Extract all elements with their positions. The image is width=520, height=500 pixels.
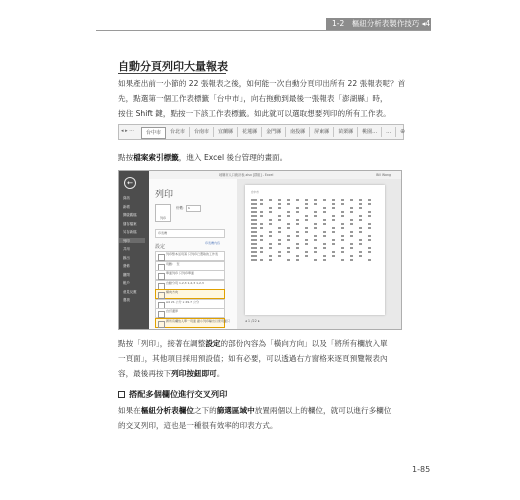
preview-cell-mark bbox=[287, 251, 290, 253]
preview-cell-mark bbox=[269, 199, 272, 201]
preview-cell-mark bbox=[332, 203, 335, 205]
sheet-tab[interactable]: 宜蘭縣 bbox=[214, 127, 238, 137]
preview-cell-mark bbox=[341, 227, 344, 229]
preview-cell-mark bbox=[332, 219, 335, 221]
preview-cell-mark bbox=[323, 231, 326, 233]
preview-cell-mark bbox=[368, 259, 371, 261]
preview-cell-mark bbox=[251, 215, 257, 217]
preview-cell-mark bbox=[314, 215, 317, 217]
preview-cell-mark bbox=[350, 235, 353, 237]
preview-cell-mark bbox=[278, 243, 281, 245]
preview-cell-mark bbox=[341, 211, 344, 213]
preview-cell-mark bbox=[350, 219, 353, 221]
backstage-menu-item[interactable]: 帳戶 bbox=[123, 281, 130, 285]
print-setting-dropdown[interactable] bbox=[155, 318, 230, 328]
preview-cell-mark bbox=[269, 207, 272, 209]
preview-cell-mark bbox=[269, 231, 272, 233]
preview-cell-mark bbox=[341, 215, 344, 217]
setting-label: 自動分頁 1,2,3 1,2,3 1,2,3 bbox=[166, 280, 204, 285]
backstage-menu-item[interactable]: 開啟舊檔 bbox=[123, 213, 137, 217]
preview-cell-mark bbox=[323, 207, 326, 209]
chapter-header: 1-2 樞紐分析表製作技巧 ◂4 bbox=[326, 18, 431, 30]
preview-cell-mark bbox=[314, 239, 317, 241]
sheet-tab[interactable]: 屏東縣 bbox=[310, 127, 334, 137]
preview-cell-mark bbox=[305, 243, 308, 245]
preview-cell-mark bbox=[278, 199, 281, 201]
preview-cell-mark bbox=[251, 247, 257, 249]
backstage-menu-item[interactable]: 共用 bbox=[123, 247, 130, 251]
preview-cell-mark bbox=[296, 199, 299, 201]
preview-cell-mark bbox=[368, 227, 371, 229]
preview-cell-mark bbox=[323, 259, 326, 261]
preview-cell-mark bbox=[251, 259, 257, 261]
preview-cell-mark bbox=[260, 247, 263, 249]
preview-sheet-name: 台中市 bbox=[251, 191, 259, 194]
preview-cell-mark bbox=[359, 227, 362, 229]
preview-cell-mark bbox=[350, 255, 353, 257]
preview-cell-mark bbox=[287, 215, 290, 217]
sheet-tab[interactable]: 桃園… bbox=[358, 127, 382, 137]
preview-cell-mark bbox=[278, 255, 281, 257]
preview-cell-mark bbox=[305, 227, 308, 229]
preview-cell-mark bbox=[269, 259, 272, 261]
preview-cell-mark bbox=[305, 239, 308, 241]
preview-cell-mark bbox=[260, 215, 263, 217]
paragraph-line: 一頁面」，其他項目採用預設值；如有必要，可以透過右方窗格來逐頁預覽報表內 bbox=[118, 354, 388, 363]
printer-select[interactable]: 印表機 bbox=[155, 229, 225, 238]
preview-cell-mark bbox=[314, 247, 317, 249]
preview-cell-mark bbox=[341, 199, 344, 201]
preview-cell-mark bbox=[350, 211, 353, 213]
preview-cell-mark bbox=[296, 259, 299, 261]
preview-cell-mark bbox=[278, 251, 281, 253]
setting-label: 單面列印 只列印單面 bbox=[166, 271, 194, 275]
setting-label: 列印整本活頁簿 只列印已選取的工作表 bbox=[166, 252, 218, 256]
preview-cell-mark bbox=[260, 239, 263, 241]
preview-cell-mark bbox=[296, 211, 299, 213]
subsection-title: 搭配多個欄位進行交叉列印 bbox=[118, 389, 227, 400]
preview-cell-mark bbox=[305, 207, 308, 209]
preview-cell-mark bbox=[269, 255, 272, 257]
preview-cell-mark bbox=[368, 203, 371, 205]
preview-cell-mark bbox=[287, 247, 290, 249]
backstage-menu-item[interactable]: 匯出 bbox=[123, 255, 130, 260]
backstage-menu-item[interactable]: 列印 bbox=[119, 238, 145, 243]
preview-cell-mark bbox=[251, 211, 257, 213]
settings-label: 設定 bbox=[155, 244, 166, 250]
preview-cell-mark bbox=[260, 223, 263, 225]
sheet-tab-strip bbox=[118, 124, 404, 140]
preview-cell-mark bbox=[341, 247, 344, 249]
paragraph-line: 點按檔案索引標籤，進入 Excel 後台管理的畫面。 bbox=[118, 153, 288, 162]
preview-cell-mark bbox=[332, 199, 335, 201]
paragraph-line: 按住 Shift 鍵，點按一下該工作表標籤。如此就可以選取想要列印的所有工作表。 bbox=[118, 109, 391, 118]
section-title-underline bbox=[118, 73, 226, 74]
preview-cell-mark bbox=[323, 199, 326, 201]
paragraph-line: 點按「列印」，接著在調整設定的部份內容為「橫向方向」以及「將所有欄放入單 bbox=[118, 339, 388, 348]
preview-cell-mark bbox=[278, 231, 281, 233]
setting-label: 頁數： 至 bbox=[166, 261, 180, 266]
setting-label: A4 21 公分 x 29.7 公分 bbox=[166, 299, 200, 304]
preview-cell-mark bbox=[332, 227, 335, 229]
preview-cell-mark bbox=[359, 215, 362, 217]
preview-cell-mark bbox=[296, 207, 299, 209]
preview-cell-mark bbox=[341, 259, 344, 261]
preview-page bbox=[245, 185, 385, 315]
preview-cell-mark bbox=[305, 199, 308, 201]
preview-cell-mark bbox=[251, 219, 257, 221]
preview-cell-mark bbox=[368, 247, 371, 249]
preview-cell-mark bbox=[278, 227, 281, 229]
preview-cell-mark bbox=[332, 251, 335, 253]
preview-cell-mark bbox=[368, 223, 371, 225]
preview-cell-mark bbox=[332, 255, 335, 257]
backstage-menu-item[interactable]: 資訊 bbox=[123, 196, 130, 200]
preview-cell-mark bbox=[350, 259, 353, 261]
preview-cell-mark bbox=[368, 215, 371, 217]
print-setting-dropdown[interactable] bbox=[155, 270, 225, 280]
preview-cell-mark bbox=[323, 255, 326, 257]
copies-label: 份數： bbox=[176, 206, 187, 210]
preview-cell-mark bbox=[269, 247, 272, 249]
preview-cell-mark bbox=[251, 243, 257, 245]
setting-icon bbox=[158, 321, 165, 328]
window-title-bar bbox=[149, 171, 401, 179]
preview-cell-mark bbox=[359, 251, 362, 253]
backstage-menu-item[interactable]: 新增 bbox=[123, 204, 130, 209]
preview-cell-mark bbox=[269, 243, 272, 245]
paragraph-line: 如果在樞紐分析表欄位之下的篩選區域中放置兩個以上的欄位，就可以進行多欄位 bbox=[118, 406, 392, 415]
preview-cell-mark bbox=[287, 203, 290, 205]
preview-cell-mark bbox=[287, 227, 290, 229]
preview-cell-mark bbox=[350, 243, 353, 245]
preview-cell-mark bbox=[260, 199, 263, 201]
preview-cell-mark bbox=[269, 235, 272, 237]
preview-cell-mark bbox=[278, 219, 281, 221]
preview-cell-mark bbox=[287, 235, 290, 237]
preview-cell-mark bbox=[269, 219, 272, 221]
preview-cell-mark bbox=[341, 203, 344, 205]
preview-cell-mark bbox=[260, 211, 263, 213]
preview-cell-mark bbox=[359, 239, 362, 241]
print-title: 列印 bbox=[155, 190, 174, 200]
preview-cell-mark bbox=[287, 239, 290, 241]
preview-cell-mark bbox=[296, 243, 299, 245]
preview-cell-mark bbox=[251, 203, 257, 205]
preview-cell-mark bbox=[278, 203, 281, 205]
preview-cell-mark bbox=[251, 223, 257, 225]
preview-cell-mark bbox=[278, 215, 281, 217]
setting-label: 自訂邊界 bbox=[166, 309, 179, 313]
preview-cell-mark bbox=[251, 231, 257, 233]
preview-cell-mark bbox=[260, 251, 263, 253]
preview-cell-mark bbox=[269, 211, 272, 213]
window-title: 地縣市人口統計表.xlsx [群組] - Excel bbox=[219, 173, 274, 177]
preview-cell-mark bbox=[296, 247, 299, 249]
preview-cell-mark bbox=[314, 235, 317, 237]
preview-cell-mark bbox=[251, 239, 257, 241]
setting-label: 橫向方向 bbox=[166, 290, 179, 294]
preview-cell-mark bbox=[314, 211, 317, 213]
sheet-tab[interactable]: 台北市 bbox=[166, 127, 190, 137]
preview-cell-mark bbox=[251, 227, 257, 229]
preview-cell-mark bbox=[287, 223, 290, 225]
preview-cell-mark bbox=[359, 219, 362, 221]
preview-cell-mark bbox=[332, 243, 335, 245]
sheet-tab[interactable]: 南投縣 bbox=[286, 127, 310, 137]
sheet-tab[interactable]: 台中市 bbox=[141, 127, 166, 139]
preview-cell-mark bbox=[251, 255, 257, 257]
preview-cell-mark bbox=[296, 235, 299, 237]
preview-cell-mark bbox=[323, 247, 326, 249]
preview-cell-mark bbox=[314, 203, 317, 205]
preview-cell-mark bbox=[251, 235, 257, 237]
preview-cell-mark bbox=[341, 235, 344, 237]
print-setting-dropdown[interactable] bbox=[155, 280, 225, 290]
preview-cell-mark bbox=[287, 211, 290, 213]
preview-cell-mark bbox=[350, 231, 353, 233]
header-rule bbox=[96, 30, 431, 31]
preview-cell-mark bbox=[305, 203, 308, 205]
preview-cell-mark bbox=[251, 207, 257, 209]
backstage-menu-item[interactable]: 關閉 bbox=[123, 272, 130, 277]
preview-cell-mark bbox=[332, 207, 335, 209]
preview-cell-mark bbox=[368, 199, 371, 201]
preview-cell-mark bbox=[260, 203, 263, 205]
preview-cell-mark bbox=[296, 255, 299, 257]
preview-cell-mark bbox=[359, 255, 362, 257]
preview-cell-mark bbox=[260, 227, 263, 229]
preview-cell-mark bbox=[305, 251, 308, 253]
sheet-tab[interactable]: 金門縣 bbox=[262, 127, 286, 137]
backstage-menu-item[interactable]: 發佈 bbox=[123, 264, 130, 268]
backstage-menu-item[interactable]: 儲存檔案 bbox=[123, 221, 137, 226]
preview-cell-mark bbox=[287, 199, 290, 201]
add-sheet-icon[interactable]: ⊕ bbox=[400, 128, 406, 135]
preview-cell-mark bbox=[278, 239, 281, 241]
checkbox-bullet-icon bbox=[118, 391, 125, 398]
sheet-tab[interactable]: … bbox=[382, 127, 396, 137]
preview-cell-mark bbox=[359, 199, 362, 201]
sheet-tabs bbox=[141, 127, 409, 139]
sheet-tab[interactable]: 苗栗縣 bbox=[334, 127, 358, 137]
preview-cell-mark bbox=[296, 219, 299, 221]
preview-cell-mark bbox=[359, 203, 362, 205]
preview-cell-mark bbox=[269, 223, 272, 225]
print-setting-dropdown[interactable] bbox=[155, 261, 225, 271]
preview-cell-mark bbox=[341, 223, 344, 225]
preview-cell-mark bbox=[368, 251, 371, 253]
preview-cell-mark bbox=[350, 207, 353, 209]
paragraph-line: 如果產出前一小節的 22 張報表之後，如何能一次自動分頁印出所有 22 張報表呢？首 bbox=[118, 79, 406, 88]
print-setting-dropdown[interactable] bbox=[155, 299, 225, 309]
print-setting-dropdown[interactable] bbox=[155, 308, 225, 318]
preview-cell-mark bbox=[359, 207, 362, 209]
preview-cell-mark bbox=[296, 231, 299, 233]
back-arrow-icon[interactable]: ← bbox=[124, 177, 136, 189]
paragraph-line: 的交叉列印，這也是一種很有效率的印表方式。 bbox=[118, 421, 278, 430]
preview-cell-mark bbox=[305, 215, 308, 217]
preview-cell-mark bbox=[314, 227, 317, 229]
section-title: 自動分頁列印大量報表 bbox=[118, 60, 228, 73]
preview-cell-mark bbox=[251, 199, 257, 201]
setting-label: 將所有欄放入單一頁面 縮小列印輸出以使頁面只 bbox=[166, 318, 230, 323]
preview-cell-mark bbox=[251, 251, 257, 253]
preview-cell-mark bbox=[260, 259, 263, 261]
preview-cell-mark bbox=[368, 239, 371, 241]
print-settings-panel bbox=[149, 179, 237, 329]
preview-cell-mark bbox=[359, 231, 362, 233]
preview-cell-mark bbox=[323, 235, 326, 237]
print-setting-dropdown[interactable] bbox=[155, 289, 225, 299]
preview-cell-mark bbox=[314, 199, 317, 201]
sheet-tab[interactable]: 台南市 bbox=[190, 127, 214, 137]
preview-cell-mark bbox=[350, 199, 353, 201]
preview-cell-mark bbox=[296, 223, 299, 225]
preview-cell-mark bbox=[323, 223, 326, 225]
sheet-nav-arrows[interactable]: ◂ ▸ ··· bbox=[121, 128, 134, 134]
preview-cell-mark bbox=[323, 243, 326, 245]
preview-cell-mark bbox=[332, 215, 335, 217]
preview-cell-mark bbox=[305, 219, 308, 221]
preview-cell-mark bbox=[314, 259, 317, 261]
preview-cell-mark bbox=[305, 255, 308, 257]
print-button[interactable]: 列印 bbox=[155, 204, 171, 222]
print-preview-pane bbox=[237, 179, 401, 329]
preview-cell-mark bbox=[332, 231, 335, 233]
preview-cell-mark bbox=[323, 219, 326, 221]
preview-cell-mark bbox=[323, 211, 326, 213]
preview-cell-mark bbox=[350, 223, 353, 225]
printer-properties-link[interactable]: 印表機內容 bbox=[205, 241, 221, 245]
preview-cell-mark bbox=[260, 235, 263, 237]
backstage-sidebar bbox=[119, 171, 149, 329]
sheet-tab[interactable]: 花蓮縣 bbox=[238, 127, 262, 137]
preview-cell-mark bbox=[314, 251, 317, 253]
print-setting-dropdown[interactable] bbox=[155, 251, 225, 261]
backstage-menu-item[interactable]: 意見反應 bbox=[123, 289, 137, 294]
paragraph-line: 容，最後再按下列印按鈕即可。 bbox=[118, 369, 225, 378]
excel-print-screenshot bbox=[118, 170, 402, 330]
page-number: 1-85 bbox=[412, 465, 431, 474]
preview-cell-mark bbox=[278, 207, 281, 209]
preview-cell-mark bbox=[350, 247, 353, 249]
preview-cell-mark bbox=[341, 251, 344, 253]
preview-cell-mark bbox=[341, 239, 344, 241]
page-navigator[interactable]: ◂ 1 /22 ▸ bbox=[245, 319, 260, 323]
preview-cell-mark bbox=[368, 235, 371, 237]
user-name: Bill Wang bbox=[376, 173, 391, 177]
preview-cell-mark bbox=[332, 239, 335, 241]
copies-input[interactable]: 1 bbox=[186, 205, 201, 212]
preview-cell-mark bbox=[359, 243, 362, 245]
backstage-menu-item[interactable]: 選項 bbox=[123, 298, 130, 302]
paragraph-line: 先，點選第一個工作表標籤「台中市」，向右拖動到最後一張報表「澎湖縣」時， bbox=[118, 94, 388, 103]
preview-cell-mark bbox=[287, 259, 290, 261]
preview-cell-mark bbox=[305, 231, 308, 233]
preview-cell-mark bbox=[368, 211, 371, 213]
preview-cell-mark bbox=[314, 223, 317, 225]
backstage-menu-item[interactable]: 另存新檔 bbox=[123, 230, 137, 234]
